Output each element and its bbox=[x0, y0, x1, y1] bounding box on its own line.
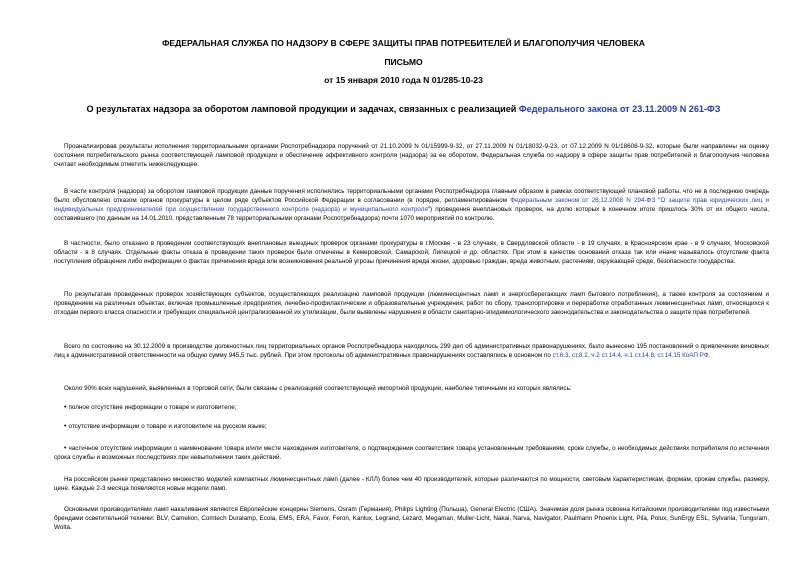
document-subject bbox=[0, 104, 807, 114]
bullet-item-2: • отсутствие информации о товаре и изготовителе на русском языке; bbox=[54, 422, 267, 431]
paragraph-5 bbox=[54, 342, 769, 360]
law-294-link[interactable]: Федеральным законом от 26.12.2008 N 294-ФЗ bbox=[510, 197, 656, 205]
paragraph-6: Около 90% всех нарушений, выявленных в торговой сети, были связаны с реализацией соответствующей импортной продукции, наиболее типичными из которых являлись: bbox=[64, 385, 572, 392]
law-294-title-link[interactable]: О защите прав юридических лиц и индивидуальных предпринимателей при осуществлении государственного контроля (надзора) и муниципального контроля bbox=[54, 197, 769, 214]
paragraph-10: На российском рынке представлено множество моделей компактных люминесцентных ламп (далее - КЛЛ) более чем 40 производителей, которые различаются по мощности, световым характеристикам, формам, срокам службы, размеру, цене. Каждые 2-3 месяца появляются новые модели ламп. bbox=[54, 476, 769, 493]
paragraph-2-text-b: " bbox=[655, 197, 661, 205]
paragraph-11: Основными производителями ламп накаливания являются Европейские концерны Siemens, Osram (Германия), Philips Lighting (Польша), General Electric (США). Значимая доля рынка освоена Китайскими производителями под известными брендами осветительной техники: BLV, Camelion, Comtech Duralamp, Ecola, EMS, ERA, Favor, Feron, Kanlux, Legrand, Lezard, Megaman, Muller-Licht, Nakai, Narva, Navigator, Paulmann Phoenix Light, Pila, Polux, SunErgy ESL, Sylvania, Tungsram, Wolta. bbox=[54, 506, 769, 532]
paragraph-2-text-a: В части контроля (надзора) за оборотом ламповой продукции данные поручения исполнялись территориальными органами Роспотребнадзора главным образом в рамках соответствующей плановой работы, что не в последнюю очередь было обусловлено отказом органов прокуратуры в целом ряде субъектов Российской Федерации в согласовании (в порядке, регламентированном bbox=[54, 188, 769, 205]
koap-articles-link[interactable]: ст.6.3, ст.8.2, ч.2 ст.14.4, ч.1 ст.14.8, ст.14.15 КоАП РФ bbox=[552, 352, 709, 360]
document-type: ПИСЬМО bbox=[384, 57, 423, 67]
paragraph-3: В частности, было отказано в проведении соответствующих внеплановых выездных проверок органами прокуратуры в г.Москве - в 23 случаях, в Свердловской области - в 19 случаях, в Красноярском крае - в 9 случаях, Московской области - в 8 случаях. Отдельные факты отказа в проведении таких проверок были отмечены в Кемеровской, Самарской, Липецкой и др. областях. При этом в качестве оснований отказа так или иначе называлось отсутствие факта поступления обращения либо информации о фактах причинения вреда или возникновения реальной угрозы причинения вреда жизни, здоровью граждан, вреда животным, растениям, окружающей среде, безопасности государства. bbox=[54, 240, 769, 266]
paragraph-5-text-a: Всего по состоянию на 30.12.2009 в производстве должностных лиц территориальных органов Роспотребнадзора находилось 299 дел об административных правонарушениях, было вынесено 195 постановлений о привлечении виновных лиц к административной ответственности на общую сумму 945,5 тыс. рублей. При этом протоколы об административных правонарушениях составлялись в основном по bbox=[54, 343, 769, 360]
paragraph-4: По результатам проведенных проверок хозяйствующих субъектов, осуществляющих реализацию ламповой продукции (люминесцентных ламп и энергосберегающих ламп бытового потребления), а также контроля за состоянием и проведением на различных объектах, включая промышленные предприятия, лечебно-профилактические и образовательные учреждения, работ по сбору, транспортировке и переработке отработанных люминесцентных ламп, относящихся к отходам первого класса опасности и требующих специальной централизованной их утилизации, были выявлены нарушения в области санитарно-эпидемиологического законодательства и законодательства о защите прав потребителей. bbox=[54, 291, 769, 317]
subject-text: О результатах надзора за оборотом ламповой продукции и задачах, связанных с реализацией bbox=[86, 104, 519, 114]
subject-law-link[interactable]: Федерального закона от 23.11.2009 N 261-ФЗ bbox=[518, 104, 721, 114]
bullet-item-1: • полное отсутствие информации о товаре и изготовителе; bbox=[54, 403, 236, 412]
paragraph-2-text-c: ") проведения внеплановых проверок, на долю которых в конечном итоге пришлось 30% от их общего числа, составившего (по данным на 14.01.2010, представленным 78 территориальными органами Роспотребнадзора) почти 1070 мероприятий по контролю. bbox=[54, 206, 769, 223]
bullet-item-3: • частичное отсутствие информации о наименовании товара и/или месте нахождения изготовителя, о подтверждении соответствия товара установленным требованиям, сроке службы, о необходимых действиях потребителя по истечении срока службы и возможных последствиях при невыполнении таких действий. bbox=[54, 444, 769, 462]
agency-title: ФЕДЕРАЛЬНАЯ СЛУЖБА ПО НАДЗОРУ В СФЕРЕ ЗАЩИТЫ ПРАВ ПОТРЕБИТЕЛЕЙ И БЛАГОПОЛУЧИЯ ЧЕЛОВЕКА bbox=[162, 38, 645, 48]
document-date: от 15 января 2010 года N 01/285-10-23 bbox=[324, 75, 483, 85]
paragraph-1: Проанализировав результаты исполнения территориальными органами Роспотребнадзора поручений от 21.10.2009 N 01/15999-9-32, от 27.11.2009 N 01/18032-9-23, от 07.12.2009 N 01/18608-9-32, которые были направлены на оценку состояния потребительского рынка соответствующей ламповой продукции и обеспечение эффективного контроля (надзора) за ее оборотом, Федеральная служба по надзору в сфере защиты прав потребителей и благополучия человека считает необходимым отметить нижеследующее. bbox=[54, 143, 769, 169]
paragraph-5-text-b: . bbox=[708, 352, 711, 360]
paragraph-2 bbox=[54, 187, 769, 223]
